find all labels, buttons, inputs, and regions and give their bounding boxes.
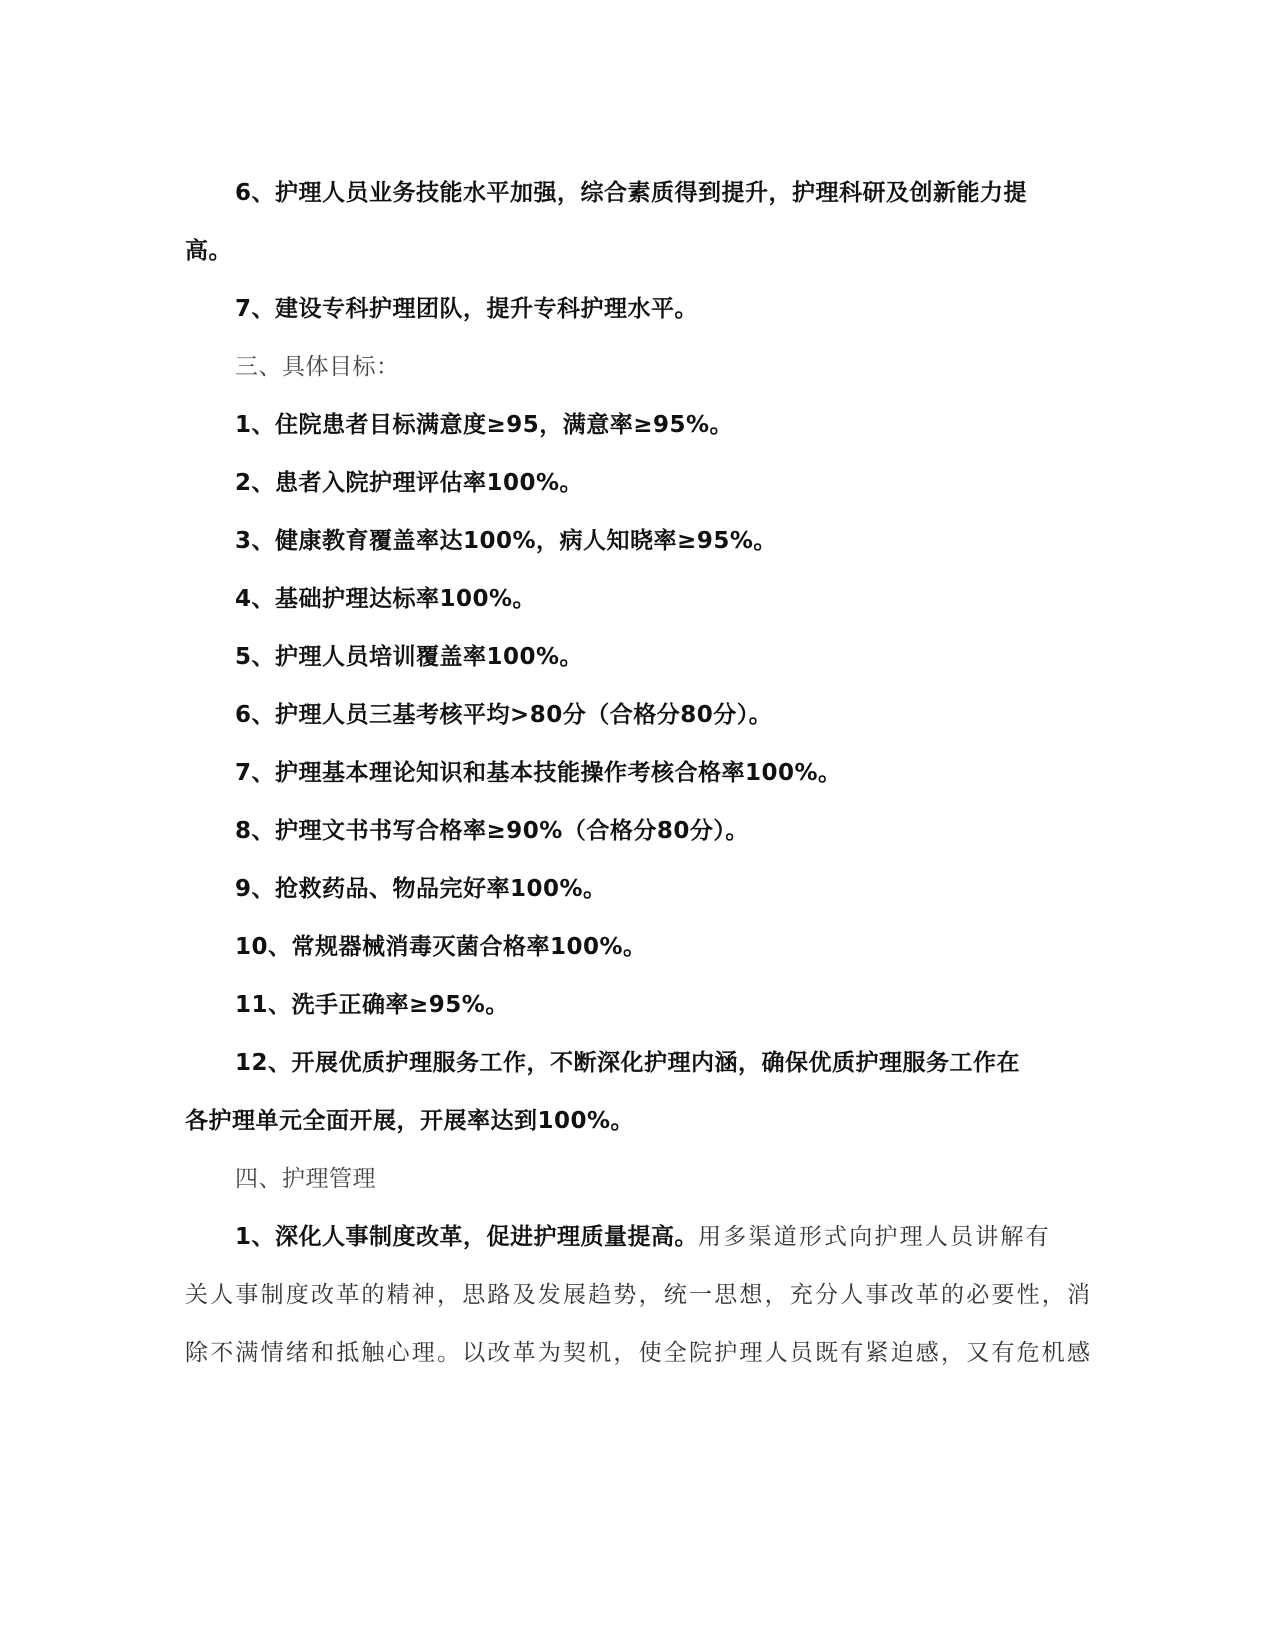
management-paragraph-line-2: 关人事制度改革的精神，思路及发展趋势，统一思想，充分人事改革的必要性，消: [185, 1282, 1093, 1308]
management-item-1-text: 用多渠道形式向护理人员讲解有: [698, 1224, 1051, 1250]
target-item-3: 3、健康教育覆盖率达100%，病人知晓率≥95%。: [235, 528, 777, 554]
target-item-12: 12、开展优质护理服务工作，不断深化护理内涵，确保优质护理服务工作在: [235, 1050, 1021, 1076]
target-item-7: 7、护理基本理论知识和基本技能操作考核合格率100%。: [235, 760, 842, 786]
target-item-10: 10、常规器械消毒灭菌合格率100%。: [235, 934, 647, 960]
section-heading-nursing-management: 四、护理管理: [235, 1166, 376, 1192]
target-item-5: 5、护理人员培训覆盖率100%。: [235, 644, 584, 670]
target-item-8: 8、护理文书书写合格率≥90%（合格分80分）。: [235, 818, 749, 844]
management-paragraph-line-3: 除不满情绪和抵触心理。以改革为契机，使全院护理人员既有紧迫感，又有危机感: [185, 1340, 1093, 1366]
goal-item-6-continuation: 高。: [185, 238, 232, 264]
goal-item-7: 7、建设专科护理团队，提升专科护理水平。: [235, 296, 699, 322]
target-item-4: 4、基础护理达标率100%。: [235, 586, 537, 612]
target-item-12-continuation: 各护理单元全面开展，开展率达到100%。: [185, 1108, 635, 1134]
target-item-6: 6、护理人员三基考核平均>80分（合格分80分）。: [235, 702, 773, 728]
target-item-9: 9、抢救药品、物品完好率100%。: [235, 876, 607, 902]
target-item-2: 2、患者入院护理评估率100%。: [235, 470, 584, 496]
target-item-1: 1、住院患者目标满意度≥95，满意率≥95%。: [235, 412, 734, 438]
document-body: [185, 164, 1093, 1382]
target-item-11: 11、洗手正确率≥95%。: [235, 992, 509, 1018]
goal-item-6: 6、护理人员业务技能水平加强，综合素质得到提升，护理科研及创新能力提: [235, 180, 1028, 206]
management-item-1-lead: 1、深化人事制度改革，促进护理质量提高。: [235, 1224, 699, 1250]
section-heading-specific-targets: 三、具体目标：: [235, 354, 400, 380]
management-paragraph-line-1: [185, 1208, 1085, 1266]
